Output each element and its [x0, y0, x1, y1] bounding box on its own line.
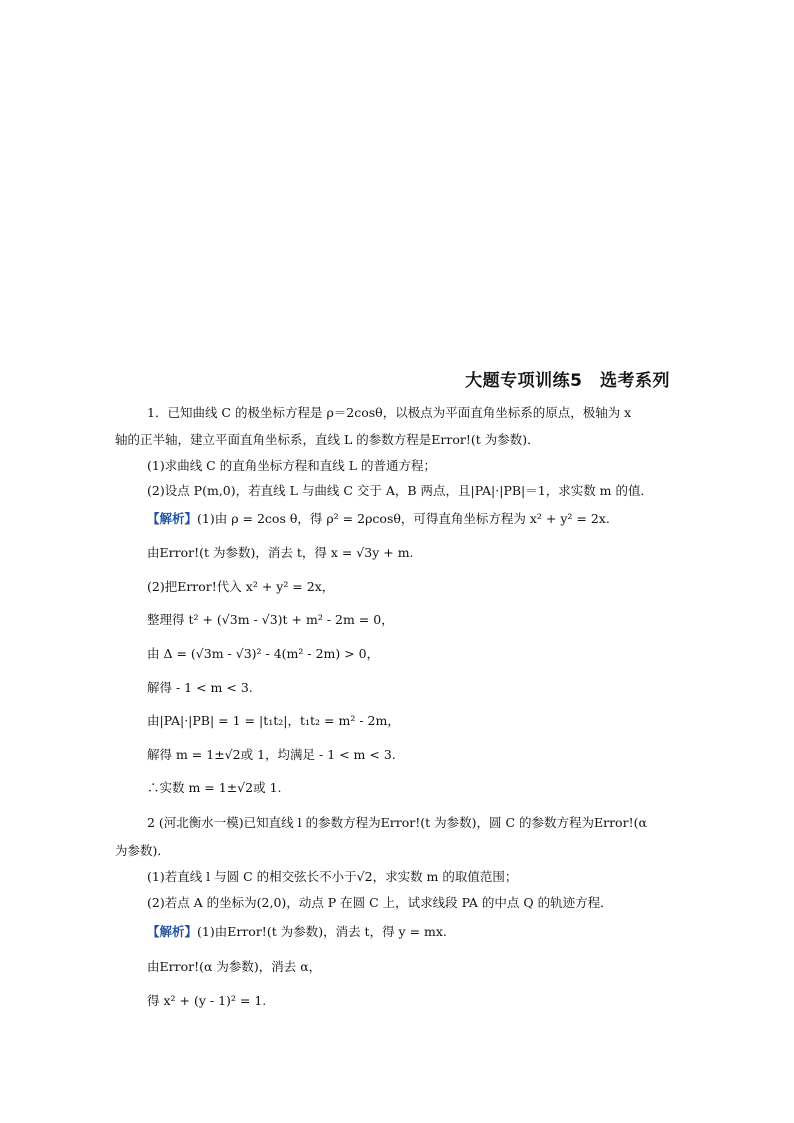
- page-title: 大题专项训练5 选考系列: [465, 371, 670, 391]
- solution-1-line-6: 解得 - 1 < m < 3.: [147, 680, 253, 695]
- problem-1-line-2: 轴的正半轴，建立平面直角坐标系，直线 L 的参数方程是Error!(t 为参数)．: [115, 432, 540, 447]
- solution-text: (1)由 ρ = 2cos θ，得 ρ² = 2ρcosθ，可得直角坐标方程为 x² + y² = 2x.: [197, 511, 610, 526]
- problem-1-part-2: (2)设点 P(m,0)，若直线 L 与曲线 C 交于 A，B 两点，且|PA|·|PB|＝1，求实数 m 的值．: [147, 483, 654, 498]
- problem-2-line-1: 2 (河北衡水一模)已知直线 l 的参数方程为Error!(t 为参数)，圆 C 的参数方程为Error!(α: [147, 815, 647, 830]
- problem-2-line-2: 为参数)．: [115, 843, 170, 858]
- problem-1-part-1: (1)求曲线 C 的直角坐标方程和直线 L 的普通方程；: [147, 458, 436, 473]
- solution-1-line-4: 整理得 t² + (√3m - √3)t + m² - 2m = 0，: [147, 612, 394, 627]
- solution-2-line-1: [147, 923, 447, 941]
- solution-text: (1)由Error!(t 为参数)，消去 t，得 y = mx.: [197, 924, 447, 939]
- problem-2-part-2: (2)若点 A 的坐标为(2,0)，动点 P 在圆 C 上，试求线段 PA 的中点 Q 的轨迹方程．: [147, 895, 613, 910]
- solution-2-line-2: 由Error!(α 为参数)，消去 α，: [147, 959, 322, 974]
- solution-tag: 【解析】: [147, 924, 198, 939]
- solution-1-line-2: 由Error!(t 为参数)，消去 t，得 x = √3y + m.: [147, 545, 414, 560]
- solution-1-line-9: ∴实数 m = 1±√2或 1.: [147, 780, 282, 795]
- solution-1-line-7: 由|PA|·|PB| = 1 = |t₁t₂|，t₁t₂ = m² - 2m，: [147, 713, 400, 728]
- solution-1-line-5: 由 Δ = (√3m - √3)² - 4(m² - 2m) > 0，: [147, 646, 380, 661]
- solution-1-line-3: (2)把Error!代入 x² + y² = 2x，: [147, 579, 335, 594]
- solution-1-line-8: 解得 m = 1±√2或 1，均满足 - 1 < m < 3.: [147, 747, 396, 762]
- solution-tag: 【解析】: [147, 511, 198, 526]
- problem-1-line-1: 1．已知曲线 C 的极坐标方程是 ρ＝2cosθ，以极点为平面直角坐标系的原点，极轴为 x: [147, 405, 632, 420]
- solution-2-line-3: 得 x² + (y - 1)² = 1.: [147, 993, 267, 1008]
- problem-2-part-1: (1)若直线 l 与圆 C 的相交弦长不小于√2，求实数 m 的取值范围；: [147, 869, 518, 884]
- solution-1-line-1: [147, 510, 610, 528]
